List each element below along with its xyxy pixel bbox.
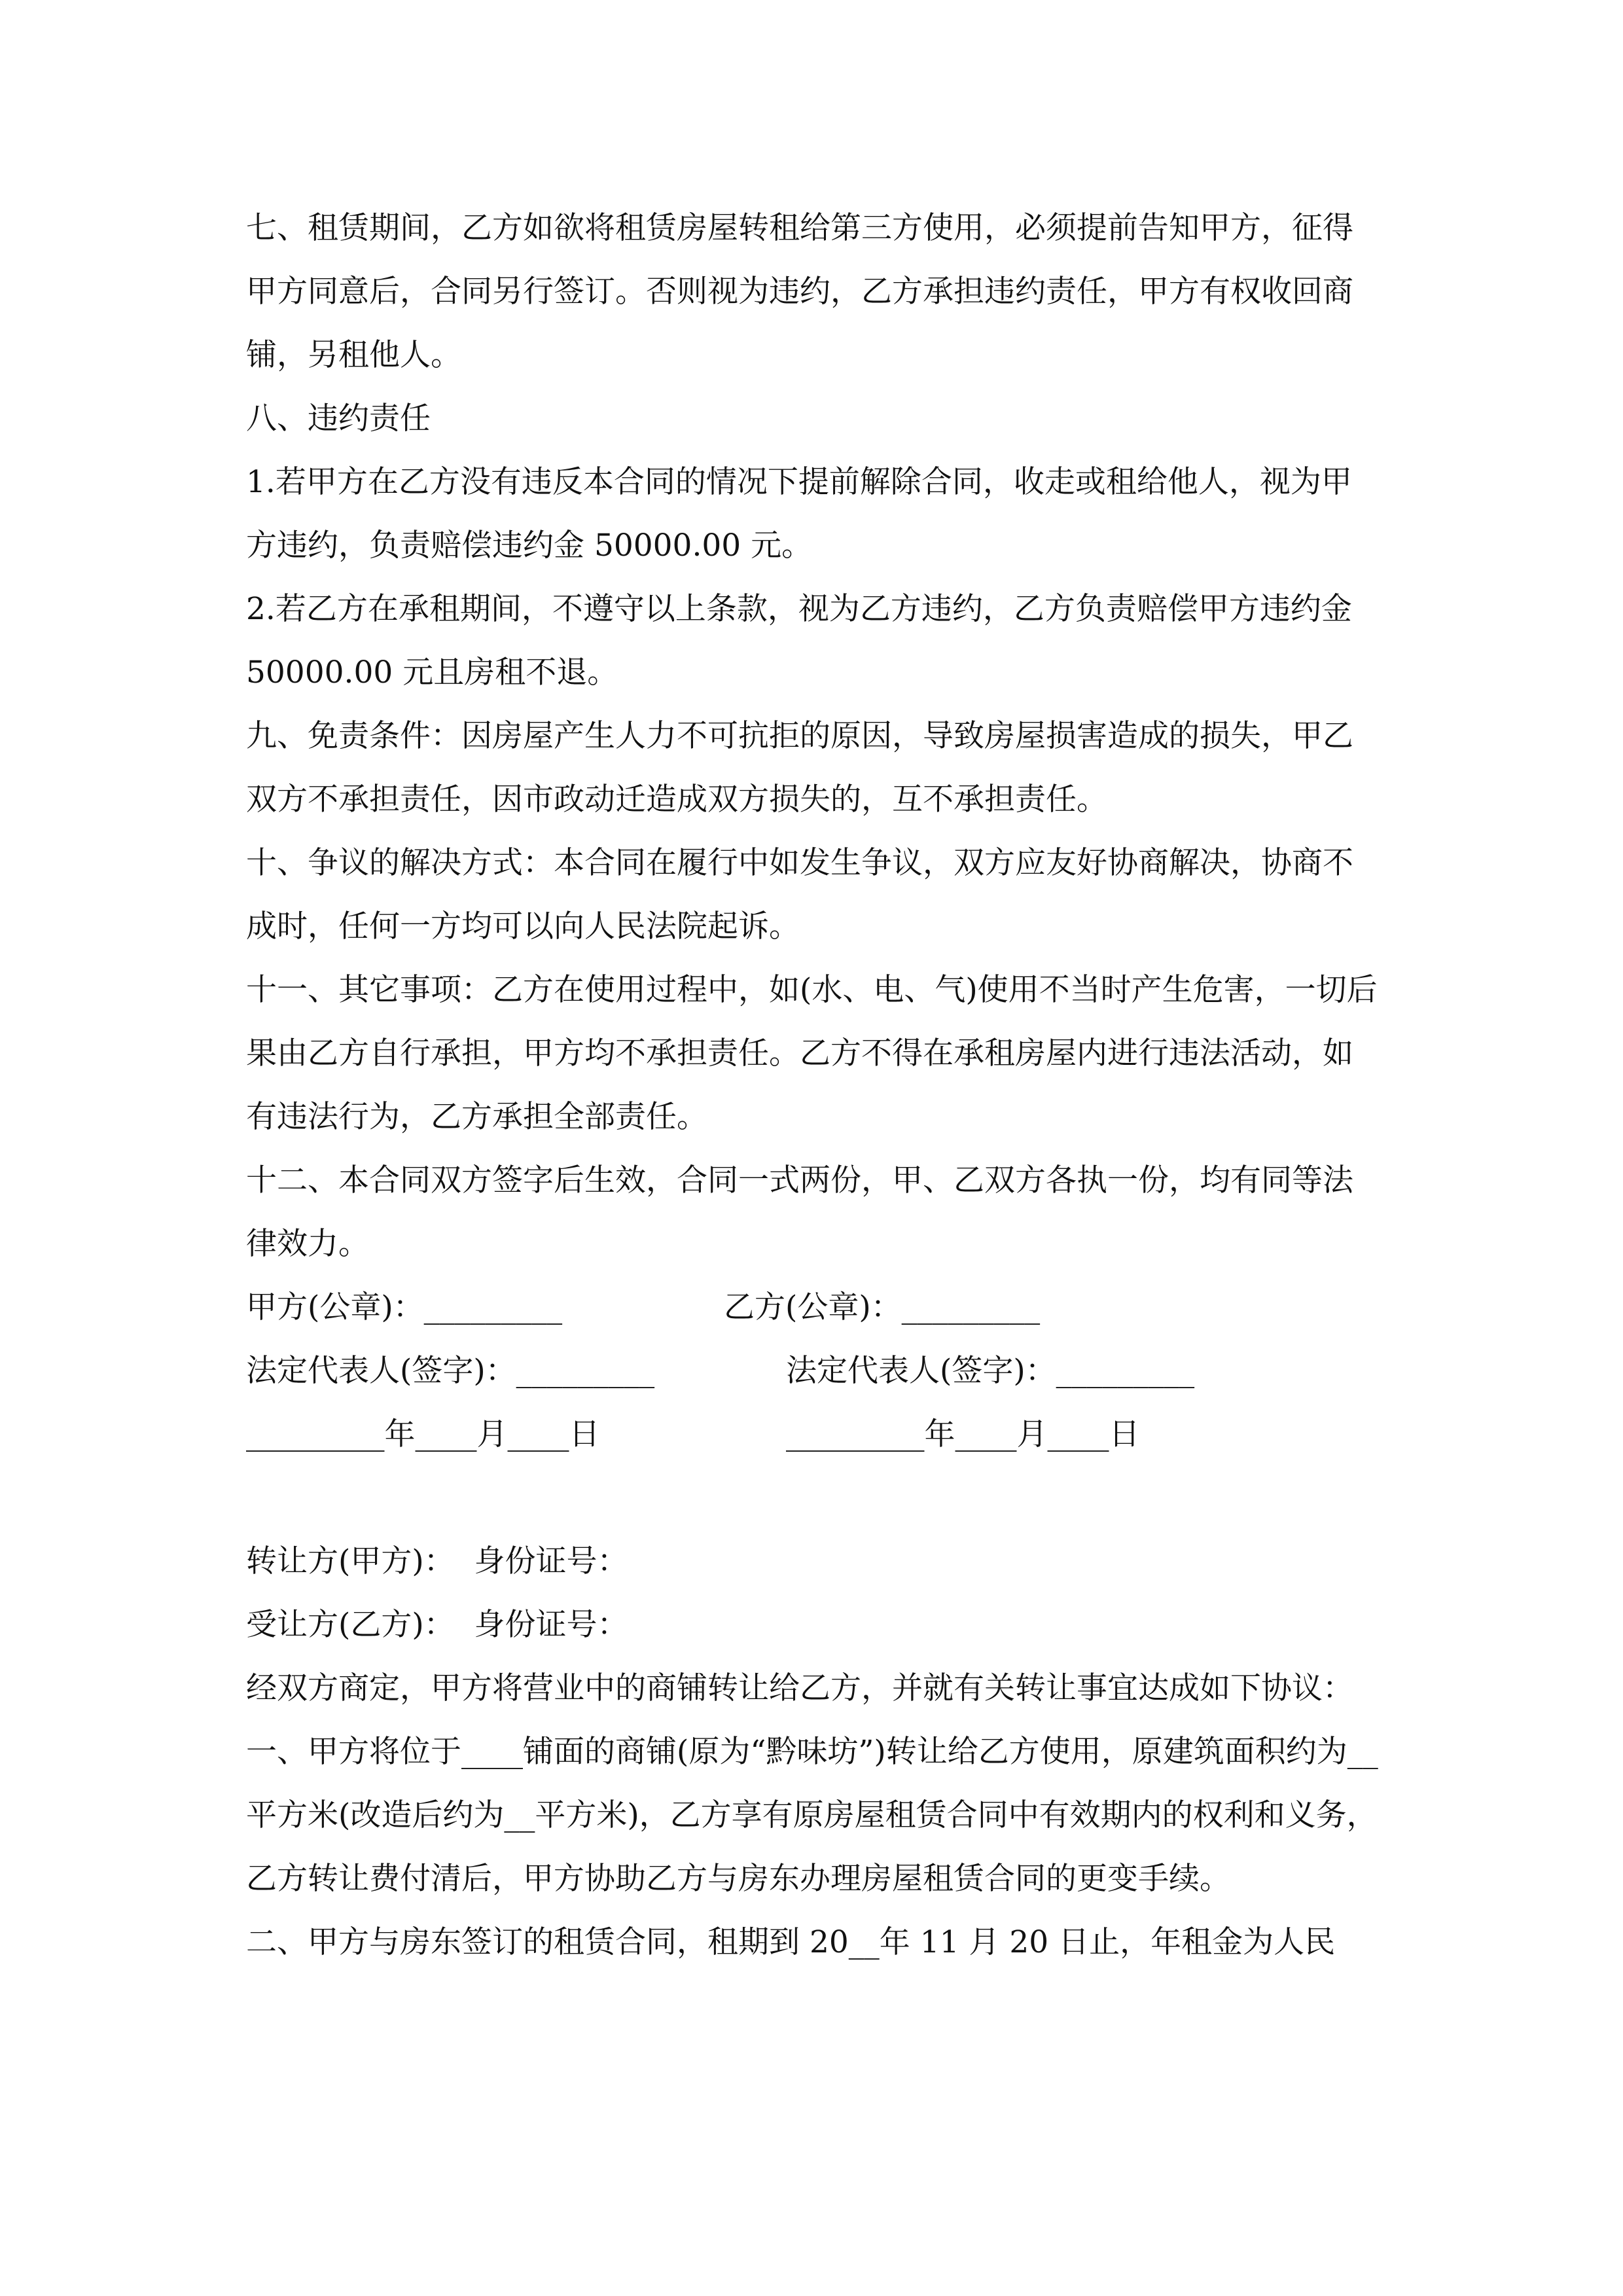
party-a-date-line: _________年____月____日 (246, 1416, 600, 1452)
transfer-clause-2: 二、甲方与房东签订的租赁合同，租期到 20__年 11 月 20 日止，年租金为人民 (246, 1924, 1336, 1960)
section-8-title: 八、违约责任 (246, 401, 431, 437)
party-a-seal-line: 甲方(公章)：_________ (246, 1289, 563, 1325)
section-11: 十一、其它事项：乙方在使用过程中，如(水、电、气)使用不当时产生危害，一切后果由乙方自行承担，甲方均不承担责任。乙方不得在承租房屋内进行违法活动，如有违法行为，乙方承担全部责任。 (246, 972, 1378, 1135)
party-b-seal-line: 乙方(公章)：_________ (724, 1289, 1041, 1325)
section-10: 十、争议的解决方式：本合同在履行中如发生争议，双方应友好协商解决，协商不成时，任何一方均可以向人民法院起诉。 (246, 845, 1353, 944)
signature-seal-row (246, 1276, 1378, 1339)
section-9: 九、免责条件：因房屋产生人力不可抗拒的原因，导致房屋损害造成的损失，甲乙双方不承担责任，因市政动迁造成双方损失的，互不承担责任。 (246, 718, 1353, 817)
signature-rep-row (246, 1339, 1378, 1403)
section-8-item-2: 2.若乙方在承租期间，不遵守以上条款，视为乙方违约，乙方负责赔偿甲方违约金 50000.00 元且房租不退。 (246, 591, 1362, 691)
party-a-rep-line: 法定代表人(签字)：_________ (246, 1353, 655, 1389)
section-7: 七、租赁期间，乙方如欲将租赁房屋转租给第三方使用，必须提前告知甲方，征得甲方同意后，合同另行签订。否则视为违约，乙方承担违约责任，甲方有权收回商铺，另租他人。 (246, 210, 1353, 373)
transfer-clause-1: 一、甲方将位于____铺面的商铺(原为“黔味坊”)转让给乙方使用，原建筑面积约为__平方米(改造后约为__平方米)，乙方享有原房屋租赁合同中有效期内的权利和义务，乙方转让费付清后，甲方协助乙方与房东办理房屋租赁合同的更变手续。 (246, 1734, 1378, 1897)
signature-date-row (246, 1403, 1378, 1466)
transfer-intro: 经双方商定，甲方将营业中的商铺转让给乙方，并就有关转让事宜达成如下协议： (246, 1670, 1353, 1706)
transferee-line: 受让方(乙方)： 身份证号： (246, 1607, 628, 1643)
transferor-line: 转让方(甲方)： 身份证号： (246, 1543, 628, 1579)
section-12: 十二、本合同双方签字后生效，合同一式两份，甲、乙双方各执一份，均有同等法律效力。 (246, 1162, 1353, 1262)
party-b-rep-line: 法定代表人(签字)：_________ (786, 1353, 1195, 1389)
section-8-item-1: 1.若甲方在乙方没有违反本合同的情况下提前解除合同，收走或租给他人，视为甲方违约，负责赔偿违约金 50000.00 元。 (246, 464, 1352, 564)
document-body (246, 196, 1378, 1974)
party-b-date-line: _________年____月____日 (786, 1416, 1140, 1452)
spacer (246, 1466, 1378, 1530)
